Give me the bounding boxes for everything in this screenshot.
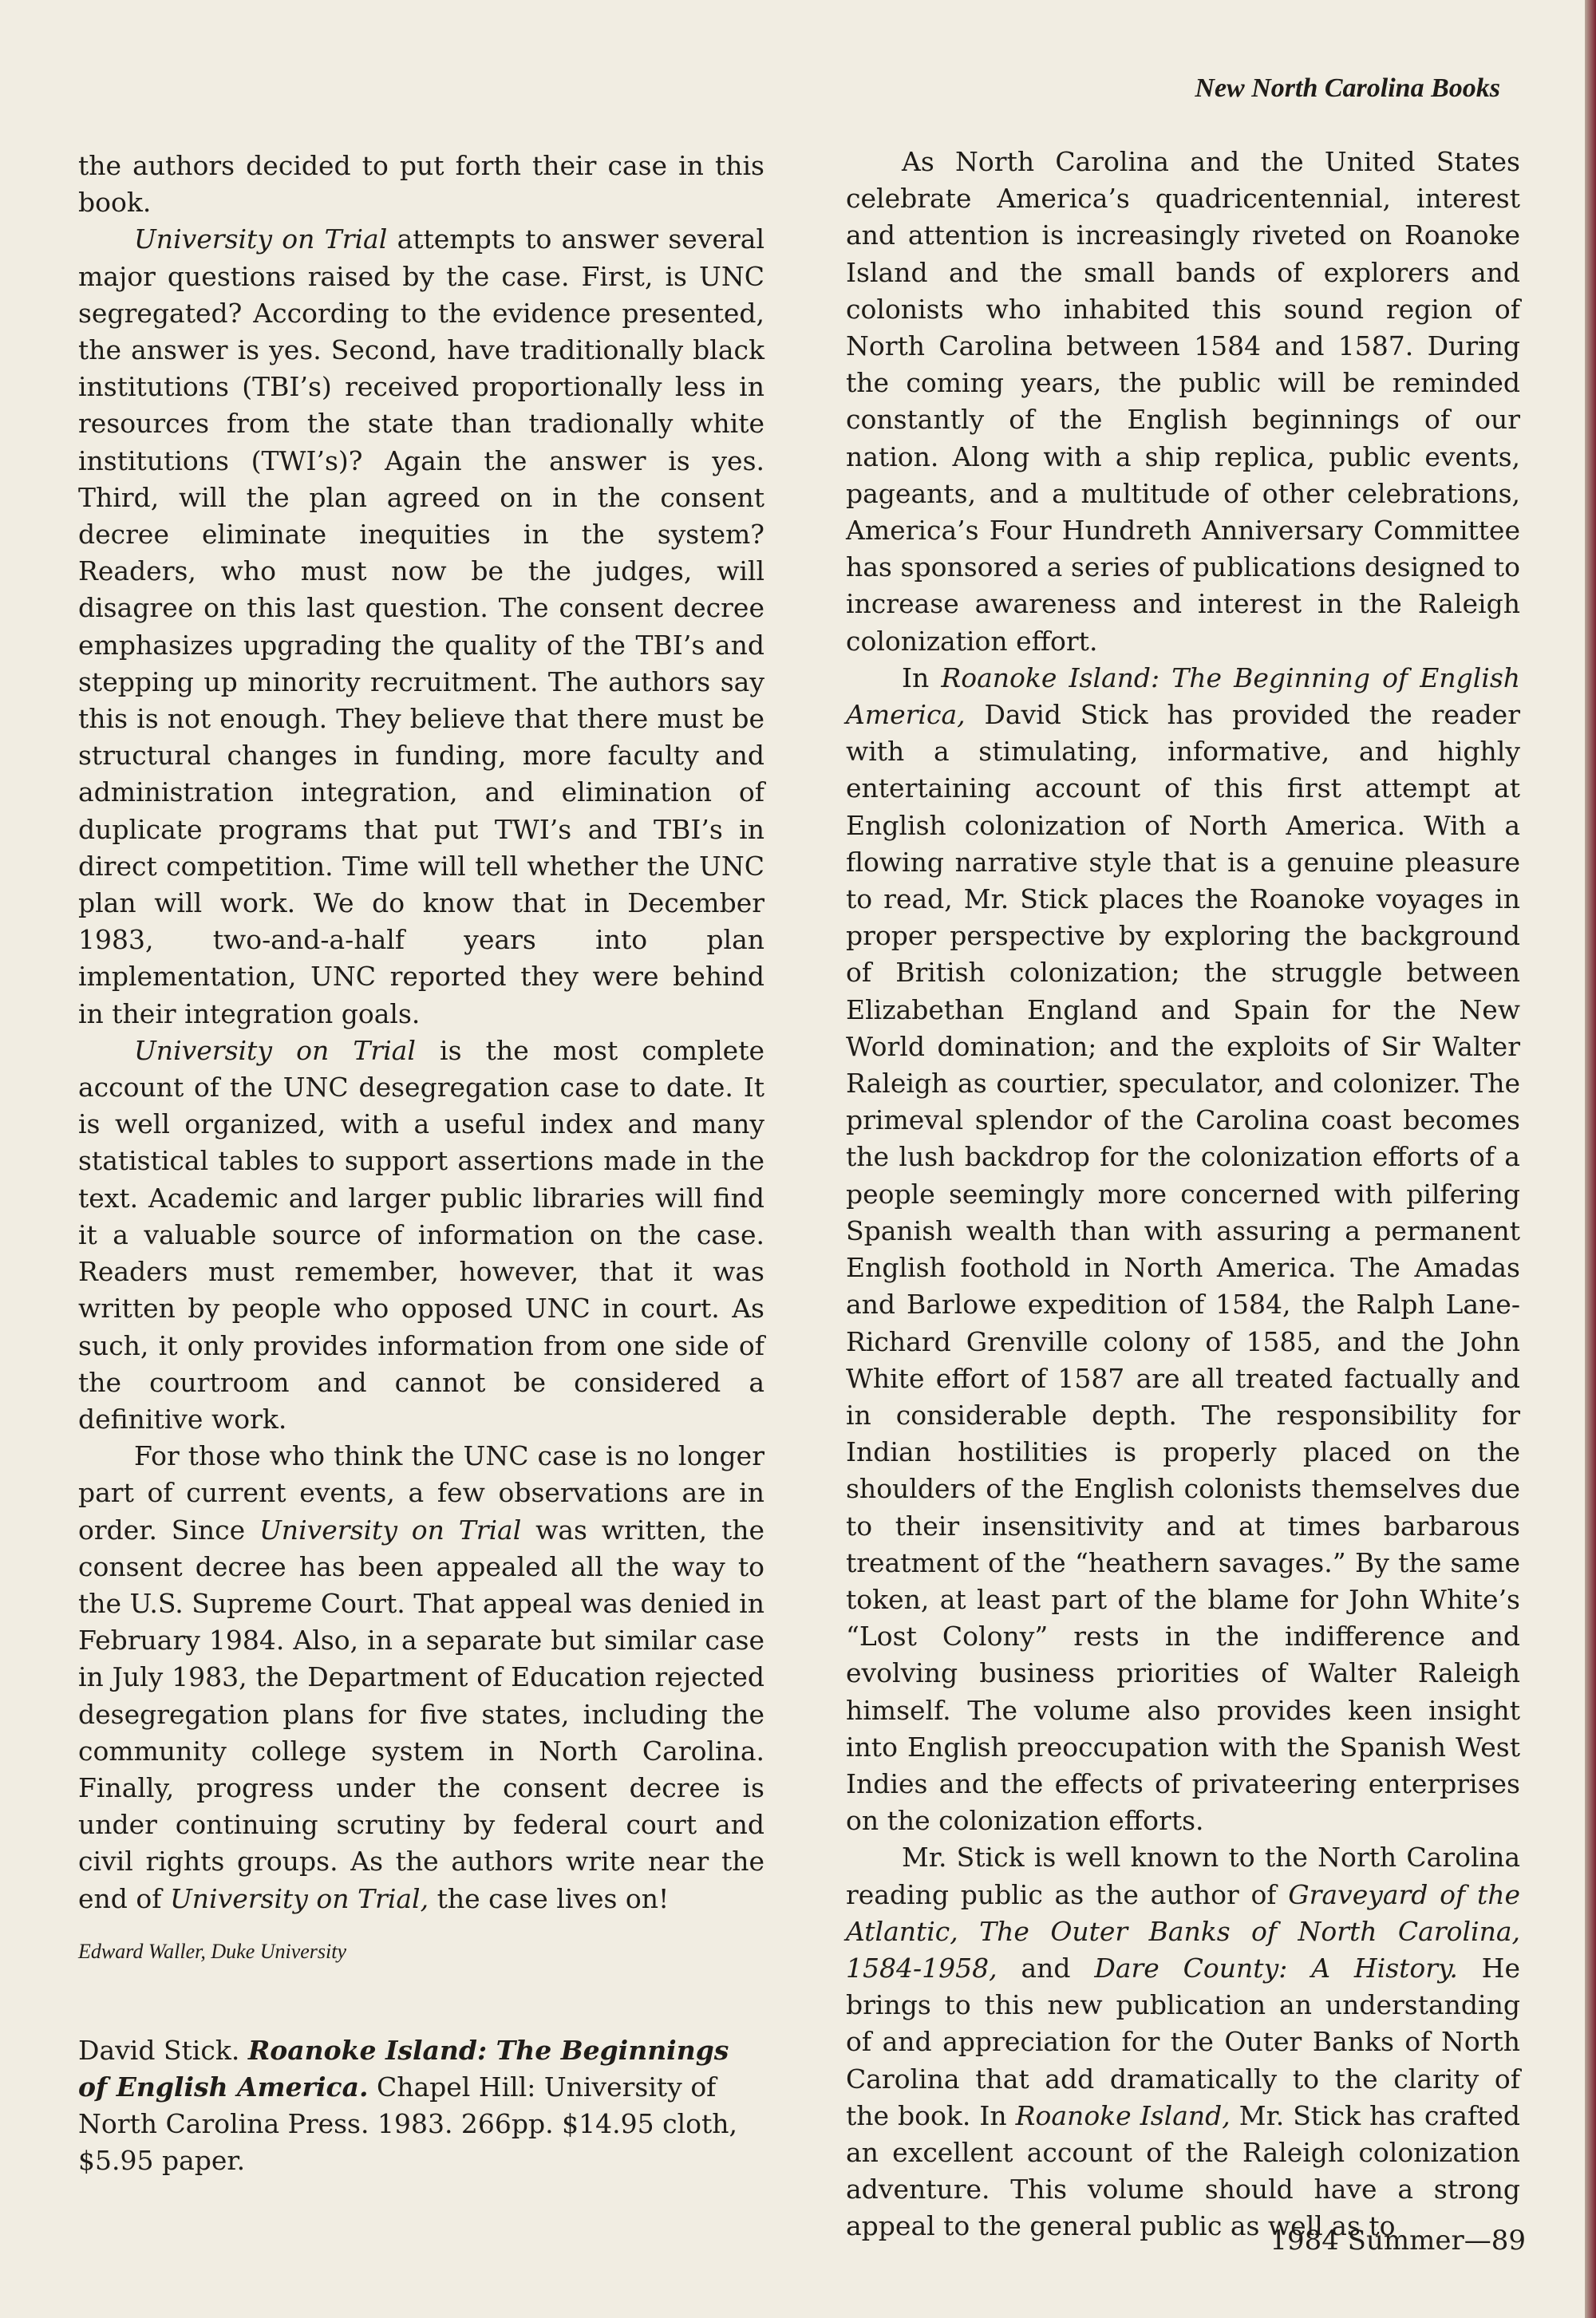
paragraph: University on Trial attempts to answer several major questions raised by the case. First, is UNC segregated? According to the evidence presented, the answer is yes. Second, have traditionally black institutions (TBI’s) received proportionally less in resources from the state than tradionally white institutions (TWI’s)? Again the answer is yes. Third, will the plan agreed on in the consent decree eliminate inequities in the system? Readers, who must now be the judges, will disagree on this last question. The consent decree emphasizes upgrading the quality of the TBI’s and stepping up minority recruitment. The authors say this is not enough. They believe that there must be structural changes in funding, more faculty and administration integration, and elimination of duplicate programs that put TWI’s and TBI’s in direct competition. Time will tell whether the UNC plan will work. We do know that in December 1983, two-and-a-half years into plan implementation, UNC reported they were behind in their integration goals. <box>78 223 764 1029</box>
left-column <box>78 148 764 2179</box>
page-number: 1984 Summer—89 <box>1270 2225 1526 2257</box>
book-title: University on Trial <box>259 1514 522 1546</box>
right-column <box>846 144 1520 2245</box>
book-title: Roanoke Island: The Beginnings of English America. <box>78 2034 729 2103</box>
book-title: Roanoke Island: The Beginning of English America, <box>846 661 1521 731</box>
paragraph: the authors decided to put forth their case in this book. <box>78 150 764 219</box>
book-title: Dare County: A History. <box>1094 1952 1458 1984</box>
page-edge <box>1585 0 1596 2318</box>
paragraph: In Roanoke Island: The Beginning of English America, David Stick has provided the reader with a stimulating, informative, and highly entertaining account of this first attempt at English colonization of North America. With a flowing narrative style that is a genuine pleasure to read, Mr. Stick places the Roanoke voyages in proper perspective by exploring the background of British colonization; the struggle between Elizabethan England and Spain for the New World domination; and the exploits of Sir Walter Raleigh as courtier, speculator, and colonizer. The primeval splendor of the Carolina coast becomes the lush backdrop for the colonization efforts of a people seemingly more concerned with pilfering Spanish wealth than with assuring a permanent English foothold in North America. The Amadas and Barlowe expedition of 1584, the Ralph Lane-Richard Grenville colony of 1585, and the John White effort of 1587 are all treated factually and in considerable depth. The responsibility for Indian hostilities is properly placed on the shoulders of the English colonists themselves due to their insensitivity and at times barbarous treatment of the “heathern savages.” By the same token, at least part of the blame for John White’s “Lost Colony” rests in the indifference and evolving business priorities of Walter Raleigh himself. The volume also provides keen insight into English preoccupation with the Spanish West Indies and the effects of privateering enterprises on the colonization efforts. <box>846 661 1521 1837</box>
paragraph: Mr. Stick is well known to the North Carolina reading public as the author of Graveyard of the Atlantic, The Outer Banks of North Carolina, 1584-1958, and Dare County: A History. He brings to this new publication an understanding of and appreciation for the Outer Banks of North Carolina that add dramatically to the clarity of the book. In Roanoke Island, Mr. Stick has crafted an excellent account of the Raleigh colonization adventure. This volume should have a strong appeal to the general public as well as to <box>846 1842 1521 2242</box>
paragraph: University on Trial is the most complete account of the UNC desegregation case to date. It is well organized, with a useful index and many statistical tables to support assertions made in the text. Academic and larger public libraries will find it a valuable source of information on the case. Readers must remember, however, that it was written by people who opposed UNC in court. As such, it only provides information from one side of the courtroom and cannot be considered a definitive work. <box>78 1034 764 1435</box>
paragraph: As North Carolina and the United States celebrate America’s quadricentennial, interest and attention is increasingly riveted on Roanoke Island and the small bands of explorers and colonists who inhabited this sound region of North Carolina between 1584 and 1587. During the coming years, the public will be reminded constantly of the English beginnings of our nation. Along with a ship replica, public events, pageants, and a multitude of other celebrations, America’s Four Hundreth Anniversary Committee has sponsored a series of publications designed to increase awareness and interest in the Raleigh colonization effort. <box>846 146 1520 657</box>
book-title: University on Trial <box>134 223 388 255</box>
reviewer-signature: Edward Waller, Duke University <box>78 1939 347 1963</box>
paragraph: For those who think the UNC case is no longer part of current events, a few observations are in order. Since University on Trial was written, the consent decree has been appealed all the way to the U.S. Supreme Court. That appeal was denied in February 1984. Also, in a separate but similar case in July 1983, the Department of Education rejected desegregation plans for five states, including the community college system in North Carolina. Finally, progress under the consent decree is under continuing scrutiny by federal court and civil rights groups. As the authors write near the end of University on Trial, the case lives on! <box>78 1440 764 1914</box>
running-head: New North Carolina Books <box>1195 73 1500 103</box>
book-title: University on Trial <box>134 1034 416 1066</box>
book-title: Graveyard of the Atlantic, The Outer Banks of North Carolina, 1584-1958, <box>846 1878 1520 1984</box>
book-citation: David Stick. Roanoke Island: The Beginnings of English America. Chapel Hill: University of North Carolina Press. 1983. 266pp. $14.95 cloth, $5.95 paper. <box>78 2034 738 2176</box>
book-title: Roanoke Island, <box>1015 2099 1231 2131</box>
book-title: University on Trial, <box>169 1882 429 1914</box>
